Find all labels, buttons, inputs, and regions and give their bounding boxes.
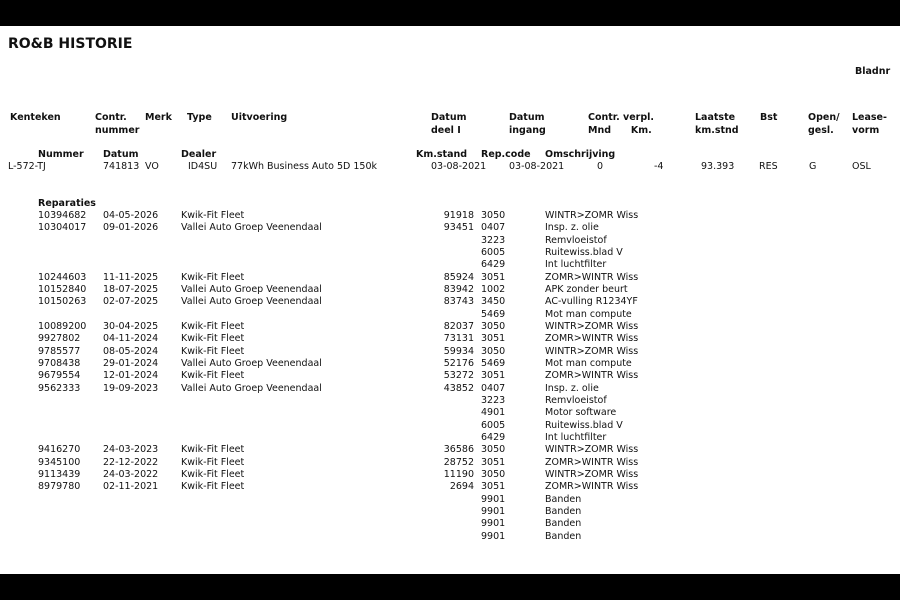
repair-omschrijving: AC-vulling R1234YF xyxy=(545,296,638,308)
header-datum-ingang: Datum xyxy=(509,112,545,123)
repair-datum: 02-07-2025 xyxy=(103,296,159,308)
repair-code: 5469 xyxy=(481,308,506,320)
repair-dealer: Kwik-Fit Fleet xyxy=(181,320,245,332)
repair-nummer: 9562333 xyxy=(38,382,81,394)
repair-code: 1002 xyxy=(481,283,506,295)
repair-omschrijving: Banden xyxy=(545,493,582,505)
vehicle-mnd: 0 xyxy=(597,161,604,172)
repair-dealer: Vallei Auto Groep Veenendaal xyxy=(181,222,322,234)
header-kenteken: Kenteken xyxy=(10,112,61,123)
repair-omschrijving: ZOMR>WINTR Wiss xyxy=(545,333,639,345)
repair-omschrijving: Mot man compute xyxy=(545,357,632,369)
vehicle-type: ID4SU xyxy=(188,161,218,172)
repair-code: 3223 xyxy=(481,234,506,246)
vehicle-contract: 741813 xyxy=(103,161,140,172)
header-gesl: gesl. xyxy=(808,125,834,136)
header-vorm: vorm xyxy=(852,125,880,136)
repair-code: 6429 xyxy=(481,431,506,443)
repair-km: 52176 xyxy=(443,357,474,369)
repair-nummer: 10394682 xyxy=(38,210,87,221)
header-nummer: nummer xyxy=(95,125,140,136)
repair-omschrijving: APK zonder beurt xyxy=(545,283,628,295)
repair-dealer: Kwik-Fit Fleet xyxy=(181,456,245,468)
repair-km: 85924 xyxy=(443,271,474,283)
header-lease: Lease- xyxy=(852,112,887,123)
vehicle-uitvoering: 77kWh Business Auto 5D 150k xyxy=(231,161,378,172)
repair-code: 3051 xyxy=(481,456,506,468)
repair-km: 43852 xyxy=(443,382,474,394)
repair-omschrijving: Remvloeistof xyxy=(545,234,607,246)
repair-code: 0407 xyxy=(481,222,506,234)
repairs-label: Reparaties xyxy=(38,198,96,209)
repair-code: 9901 xyxy=(481,493,506,505)
repair-nummer: 9785577 xyxy=(38,345,81,357)
repair-km: 83743 xyxy=(443,296,474,308)
repair-omschrijving: Banden xyxy=(545,530,582,542)
repair-datum: 24-03-2022 xyxy=(103,468,159,480)
page-number-label: Bladnr xyxy=(855,66,891,77)
repair-datum: 29-01-2024 xyxy=(103,357,159,369)
repair-omschrijving: Insp. z. olie xyxy=(545,382,599,394)
vehicle-laatste-km: 93.393 xyxy=(701,161,735,172)
repair-omschrijving: WINTR>ZOMR Wiss xyxy=(545,444,639,456)
header-laatste: Laatste xyxy=(695,112,736,123)
repair-code: 3050 xyxy=(481,210,506,221)
repair-code: 5469 xyxy=(481,357,506,369)
report-title: RO&B HISTORIE xyxy=(8,36,133,52)
repair-km: 82037 xyxy=(443,320,474,332)
repair-datum: 08-05-2024 xyxy=(103,345,159,357)
repair-code: 3050 xyxy=(481,345,506,357)
repair-code: 3051 xyxy=(481,333,506,345)
header-contr-verpl: Contr. verpl. xyxy=(588,112,655,123)
repair-km: 93451 xyxy=(443,222,474,234)
repair-code: 9901 xyxy=(481,530,506,542)
repair-omschrijving: WINTR>ZOMR Wiss xyxy=(545,210,639,221)
repair-dealer: Vallei Auto Groep Veenendaal xyxy=(181,382,322,394)
repair-nummer: 10244603 xyxy=(38,271,87,283)
repair-code: 9901 xyxy=(481,518,506,530)
header-km-stnd: km.stnd xyxy=(695,125,739,136)
header-open: Open/ xyxy=(808,112,840,123)
repair-dealer: Vallei Auto Groep Veenendaal xyxy=(181,283,322,295)
repair-code: 3050 xyxy=(481,444,506,456)
vehicle-merk: VO xyxy=(145,161,159,172)
repair-datum: 24-03-2023 xyxy=(103,444,159,456)
repair-omschrijving: Remvloeistof xyxy=(545,394,607,406)
repair-km: 73131 xyxy=(443,333,474,345)
vehicle-kenteken: L-572-TJ xyxy=(8,161,46,172)
repair-code: 4901 xyxy=(481,407,506,419)
repair-omschrijving: Banden xyxy=(545,505,582,517)
repair-code: 3051 xyxy=(481,481,506,493)
repair-nummer: 10304017 xyxy=(38,222,87,234)
repair-code: 3051 xyxy=(481,271,506,283)
repair-nummer: 9345100 xyxy=(38,456,81,468)
repair-code: 3223 xyxy=(481,394,506,406)
repair-code: 0407 xyxy=(481,382,506,394)
header-omschrijving: Omschrijving xyxy=(545,149,616,160)
repair-km: 28752 xyxy=(443,456,474,468)
repair-datum: 02-11-2021 xyxy=(103,481,159,493)
report-sheet xyxy=(0,26,900,574)
repair-nummer: 9416270 xyxy=(38,444,81,456)
repair-km: 59934 xyxy=(443,345,474,357)
header-km-stand: Km.stand xyxy=(416,149,468,160)
repair-nummer: 10089200 xyxy=(38,320,87,332)
repair-nummer: 9708438 xyxy=(38,357,81,369)
vehicle-km: -4 xyxy=(654,161,664,172)
repair-omschrijving: ZOMR>WINTR Wiss xyxy=(545,456,639,468)
header-mnd-km: Mnd Km. xyxy=(588,125,652,136)
repair-code: 3050 xyxy=(481,320,506,332)
repair-code: 3051 xyxy=(481,370,506,382)
vehicle-datum-deel1: 03-08-2021 xyxy=(431,161,487,172)
repair-dealer: Kwik-Fit Fleet xyxy=(181,468,245,480)
repair-omschrijving: ZOMR>WINTR Wiss xyxy=(545,271,639,283)
repair-datum: 22-12-2022 xyxy=(103,456,159,468)
repair-datum: 11-11-2025 xyxy=(103,271,159,283)
repair-datum: 12-01-2024 xyxy=(103,370,159,382)
repair-code: 6005 xyxy=(481,246,506,258)
vehicle-open: G xyxy=(809,161,817,172)
repair-code: 6005 xyxy=(481,419,506,431)
repair-datum: 30-04-2025 xyxy=(103,320,159,332)
repair-km: 83942 xyxy=(443,283,474,295)
repair-km: 36586 xyxy=(443,444,474,456)
header-ingang: ingang xyxy=(509,125,546,136)
repair-omschrijving: Insp. z. olie xyxy=(545,222,599,234)
repair-dealer: Vallei Auto Groep Veenendaal xyxy=(181,357,322,369)
repair-dealer: Kwik-Fit Fleet xyxy=(181,481,245,493)
repair-omschrijving: ZOMR>WINTR Wiss xyxy=(545,370,639,382)
repair-omschrijving: Ruitewiss.blad V xyxy=(545,246,623,258)
repair-km: 11190 xyxy=(443,468,474,480)
repair-code: 3450 xyxy=(481,296,506,308)
repair-datum: 19-09-2023 xyxy=(103,382,159,394)
repair-datum: 18-07-2025 xyxy=(103,283,159,295)
header-rep-datum: Datum xyxy=(103,149,139,160)
repair-dealer: Kwik-Fit Fleet xyxy=(181,333,245,345)
repair-dealer: Vallei Auto Groep Veenendaal xyxy=(181,296,322,308)
repair-code: 9901 xyxy=(481,505,506,517)
header-merk: Merk xyxy=(145,112,172,123)
repair-omschrijving: Int luchtfilter xyxy=(545,259,607,271)
repair-dealer: Kwik-Fit Fleet xyxy=(181,271,245,283)
header-type: Type xyxy=(187,112,212,123)
repair-omschrijving: WINTR>ZOMR Wiss xyxy=(545,345,639,357)
repair-km: 2694 xyxy=(449,481,474,493)
repair-nummer: 10152840 xyxy=(38,283,87,295)
repair-km: 53272 xyxy=(443,370,474,382)
repair-dealer: Kwik-Fit Fleet xyxy=(181,345,245,357)
repair-km: 91918 xyxy=(443,210,474,221)
header-bst: Bst xyxy=(760,112,778,123)
repair-nummer: 9679554 xyxy=(38,370,81,382)
repair-nummer: 9927802 xyxy=(38,333,81,345)
repair-omschrijving: Mot man compute xyxy=(545,308,632,320)
repair-datum: 04-11-2024 xyxy=(103,333,159,345)
repair-code: 3050 xyxy=(481,468,506,480)
repair-omschrijving: ZOMR>WINTR Wiss xyxy=(545,481,639,493)
repair-nummer: 9113439 xyxy=(38,468,81,480)
repair-omschrijving: WINTR>ZOMR Wiss xyxy=(545,320,639,332)
repair-dealer: Kwik-Fit Fleet xyxy=(181,210,245,221)
repair-dealer: Kwik-Fit Fleet xyxy=(181,370,245,382)
repair-omschrijving: Motor software xyxy=(545,407,617,419)
repair-code: 6429 xyxy=(481,259,506,271)
header-dealer: Dealer xyxy=(181,149,217,160)
repair-dealer: Kwik-Fit Fleet xyxy=(181,444,245,456)
repair-datum: 04-05-2026 xyxy=(103,210,159,221)
vehicle-datum-ingang: 03-08-2021 xyxy=(509,161,565,172)
header-datum-deel: Datum xyxy=(431,112,467,123)
repair-datum: 09-01-2026 xyxy=(103,222,159,234)
repair-nummer: 8979780 xyxy=(38,481,81,493)
vehicle-lease: OSL xyxy=(852,161,871,172)
header-rep-nummer: Nummer xyxy=(38,149,84,160)
header-rep-code: Rep.code xyxy=(481,149,531,160)
header-uitvoering: Uitvoering xyxy=(231,112,288,123)
repair-nummer: 10150263 xyxy=(38,296,87,308)
header-deel-i: deel I xyxy=(431,125,461,136)
repair-omschrijving: Int luchtfilter xyxy=(545,431,607,443)
repair-omschrijving: Banden xyxy=(545,518,582,530)
vehicle-bst: RES xyxy=(759,161,778,172)
header-contr: Contr. xyxy=(95,112,127,123)
repair-omschrijving: WINTR>ZOMR Wiss xyxy=(545,468,639,480)
repair-omschrijving: Ruitewiss.blad V xyxy=(545,419,623,431)
